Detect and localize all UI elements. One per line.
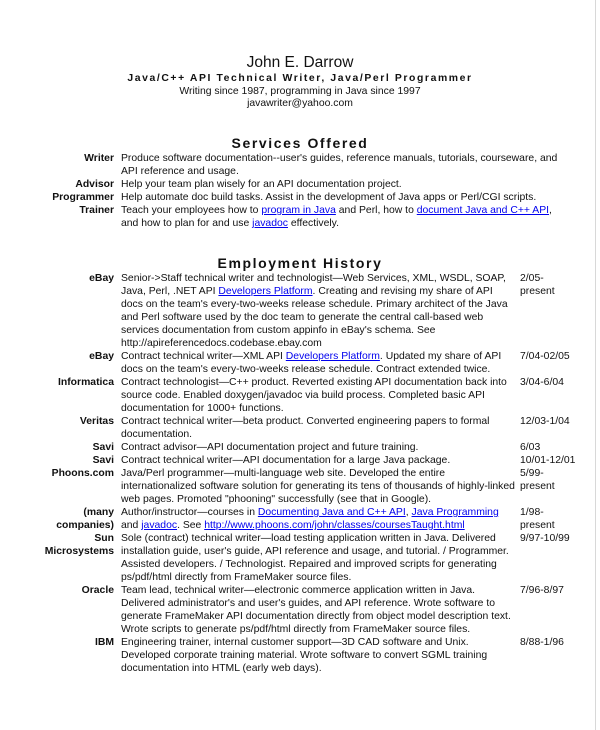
email: javawriter@yahoo.com: [247, 98, 353, 109]
item-label: Oracle: [81, 585, 114, 596]
link[interactable]: http://www.phoons.com/john/classes/coursesTaught.html: [204, 520, 465, 531]
text: Contract technical writer—beta product. Converted engineering papers to formal documentation.: [121, 416, 490, 440]
item-description: [121, 415, 516, 441]
item-description: [121, 272, 516, 350]
text: Teach your employees how to: [121, 205, 262, 216]
employment-item: [0, 415, 600, 441]
text: Contract technical writer—XML API: [121, 351, 286, 362]
item-description: [121, 584, 516, 636]
item-label: Phoons.com: [51, 468, 114, 479]
link[interactable]: Java Programming: [411, 507, 499, 518]
item-label: Writer: [84, 153, 114, 164]
text: Senior->Staff technical writer and technologist—Web Services, XML, WSDL, SOAP, Java, Perl, .NET API: [121, 273, 506, 297]
employment-item: [0, 467, 600, 506]
item-date: 7/96-8/97: [520, 585, 564, 596]
text: Engineering trainer, internal customer support—3D CAD software and Unix. Developed corporate training material. Wrote software to convert SGML training documentation into HTML (early web days).: [121, 637, 488, 674]
services-item: [0, 191, 600, 204]
services-list: [0, 152, 600, 230]
text: effectively.: [287, 218, 339, 229]
employment-item: [0, 584, 600, 636]
services-item: [0, 178, 600, 191]
item-label: Savi: [92, 442, 114, 453]
employment-item: [0, 506, 600, 532]
item-description: [121, 636, 516, 675]
item-description: [121, 191, 571, 204]
experience-summary: Writing since 1987, programming in Java since 1997: [179, 86, 421, 97]
item-label: Trainer: [79, 205, 114, 216]
item-date: 12/03-1/04: [520, 416, 570, 427]
text: Contract advisor—API documentation project and future training.: [121, 442, 419, 453]
text: , and how to plan for and use: [121, 205, 552, 229]
text: Author/instructor—courses in: [121, 507, 258, 518]
employment-item: [0, 376, 600, 415]
item-description: [121, 454, 516, 467]
text: . See: [177, 520, 205, 531]
link[interactable]: document Java and C++ API: [416, 205, 550, 216]
item-date: 7/04-02/05: [520, 351, 570, 362]
job-title: Java/C++ API Technical Writer, Java/Perl Programmer: [127, 73, 473, 84]
item-label: Savi: [92, 455, 114, 466]
item-label: Sun Microsystems: [44, 533, 114, 557]
item-label: IBM: [94, 637, 114, 648]
link[interactable]: Developers Platform: [218, 286, 313, 297]
item-description: [121, 178, 571, 191]
item-date: 9/97-10/99: [520, 533, 570, 544]
text: Contract technical writer—API documentation for a large Java package.: [121, 455, 451, 466]
text: . Creating and revising my share of API docs on the team's every-two-weeks release schedule. Primary architect of the Java and Perl software used by the doc team to generate the central call-based web services documentation from custom appinfo in eBay's schema. See http://apireferencedocs.codebase.ebay.com: [121, 286, 508, 349]
item-description: [121, 152, 571, 178]
employment-item: [0, 272, 600, 350]
item-date: 10/01-12/01: [520, 455, 576, 466]
services-item: [0, 152, 600, 178]
text: and: [121, 520, 142, 531]
item-description: [121, 532, 516, 584]
employment-heading: Employment History: [217, 255, 383, 271]
item-label: Informatica: [57, 377, 114, 388]
item-label: Advisor: [75, 179, 114, 190]
item-date: 3/04-6/04: [520, 377, 564, 388]
text: Help your team plan wisely for an API documentation project.: [121, 179, 402, 190]
item-description: [121, 506, 516, 532]
item-label: Programmer: [52, 192, 114, 203]
item-date: 2/05- present: [520, 273, 555, 297]
item-label: (many companies): [56, 507, 114, 531]
item-description: [121, 204, 571, 230]
item-date: 8/88-1/96: [520, 637, 564, 648]
employment-item: [0, 532, 600, 584]
text: and Perl, how to: [335, 205, 417, 216]
employment-item: [0, 441, 600, 454]
text: Contract technologist—C++ product. Reverted existing API documentation back into source code. Enabled doxygen/javadoc via build process. Completed basic API documentation for 1000+ functions.: [121, 377, 507, 414]
link[interactable]: program in Java: [261, 205, 336, 216]
author-name: John E. Darrow: [246, 54, 354, 71]
item-date: 1/98- present: [520, 507, 555, 531]
item-description: [121, 376, 516, 415]
item-label: eBay: [89, 273, 114, 284]
item-label: Veritas: [79, 416, 114, 427]
text: Sole (contract) technical writer—load testing application written in Java. Delivered installation guide, user's guide, API reference and usage, and tutorial. / Programmer. Assisted developers. / Technologist. Repaired and improved scripts for generating ps/pdf/html directly from FrameMaker source files.: [121, 533, 509, 583]
text: Java/Perl programmer—multi-language web site. Developed the entire internationalized software solution for generating its tens of thousands of highly-linked web pages. Promoted "phooning" successfully (see that in Google).: [121, 468, 515, 505]
text: ,: [405, 507, 412, 518]
text: . Updated my share of API docs on the team's every-two-weeks release schedule. Contract extended twice.: [121, 351, 502, 375]
text: Produce software documentation--user's guides, reference manuals, tutorials, courseware, and API reference and usage.: [121, 153, 558, 177]
item-description: [121, 441, 516, 454]
employment-item: [0, 350, 600, 376]
item-label: eBay: [89, 351, 114, 362]
employment-item: [0, 454, 600, 467]
text: Help automate doc build tasks. Assist in the development of Java apps or Perl/CGI scripts.: [121, 192, 537, 203]
text: Team lead, technical writer—electronic commerce application written in Java. Delivered administrator's and user's guides, and API reference. Wrote software to generate FrameMaker API documentation directly from object model description text. Wrote scripts to generate ps/pdf/html directly from FrameMaker source files.: [121, 585, 511, 635]
services-item: [0, 204, 600, 230]
link[interactable]: Documenting Java and C++ API: [257, 507, 406, 518]
item-date: 5/99- present: [520, 468, 555, 492]
item-date: 6/03: [520, 442, 541, 453]
link[interactable]: javadoc: [252, 218, 288, 229]
link[interactable]: Developers Platform: [285, 351, 380, 362]
services-heading: Services Offered: [231, 135, 369, 151]
link[interactable]: javadoc: [141, 520, 178, 531]
item-description: [121, 467, 516, 506]
employment-item: [0, 636, 600, 675]
item-description: [121, 350, 516, 376]
employment-list: [0, 272, 600, 675]
